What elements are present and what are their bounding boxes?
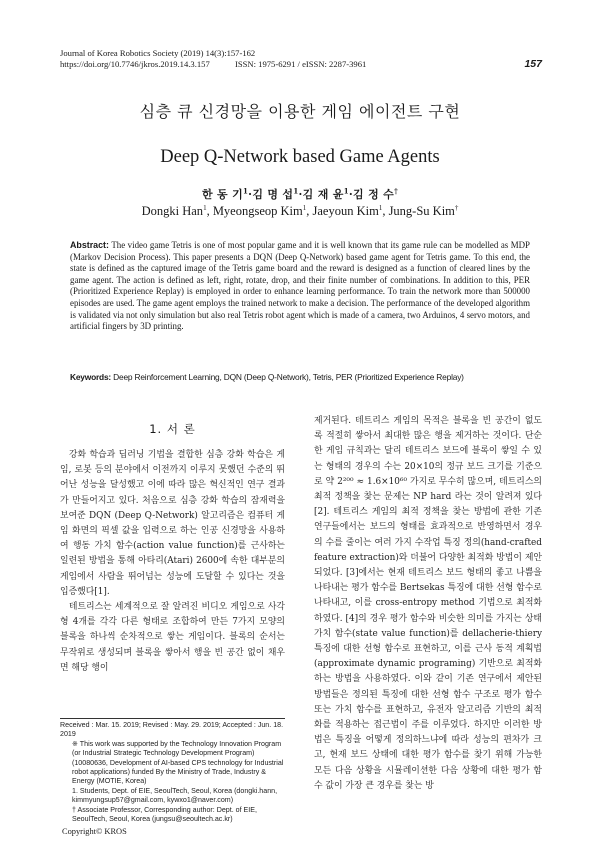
corresponding-author: † Associate Professor, Corresponding author: Dept. of EIE, SeoulTech, Seoul, Korea (jungsu@seoultech.ac.kr): [72, 805, 257, 824]
author-en: Dongki Han: [141, 204, 204, 218]
author-affiliation-mark: 1: [302, 203, 307, 212]
received-dates: Received : Mar. 15. 2019; Revised : May. 29. 2019; Accepted : Jun. 18. 2019: [60, 721, 284, 739]
copyright-notice: Copyright© KROS: [62, 827, 127, 836]
author-ko: 김 정 수: [353, 188, 395, 201]
author-ko: 한 동 기: [201, 188, 243, 201]
author-affiliation-mark: 1: [203, 203, 207, 212]
body-paragraph: 제거된다. 테트리스 게임의 목적은 블록을 빈 공간이 없도록 적절히 쌓아서 최대한 많은 행을 제거하는 것이다. 단순한 게임 규칙과는 달리 테트리스 보드에 블록이 쌓일 수 있는 형태의 경우의 수는 20×10의 정규 보드 크기를 기준으로 약 2²⁰⁰ ≈ 1.6×10⁶⁰ 가지로 무수히 많으며, 테트리스의 최적 정책을 찾는 문제는 NP hard 라는 것이 알려져 있다[2]. 테트리스 게임의 최적 정책을 찾는 방법에 관한 기존 연구들에서는 보드의 형태를 효과적으로 반영하면서 경우의 수를 줄이는 여러 가지 수작업 특징 정의(hand-crafted feature extraction)와 더불어 다양한 최적화 방법이 제안되었다. [3]에서는 현재 테트리스 보드 형태의 좋고 나쁨을 나타내는 평가 함수를 Bertsekas 특징에 대한 선형 함수로 나타내고, 이를 cross-entropy method 기법으로 최적화하였다. [4]의 경우 평가 함수와 비슷한 의미를 가지는 상태 가치 함수(state value function)를 dellacherie-thiery 특징에 대한 선형 함수로 표현하고, 이를 근사 동적 계획법(approximate dynamic programing) 기반으로 최적화하는 방법을 사용하였다. 이와 같이 기존 연구에서 제안된 방법들은 정의된 특징에 대한 선형 함수 구조로 평가 함수 또는 가치 함수를 표현하고, 유전자 알고리즘 기반의 최적화를 적용하는 접근법이 주를 이루었다. 하지만 이러한 방법은 특징을 어떻게 정의하느냐에 따라 성능의 편차가 크고, 현재 보드 상태에 대한 평가 함수를 찾기 위해 가능한 모든 다음 상황을 시뮬레이션한 다음 상황에 대한 평가 함수 값이 가장 큰 경우를 찾는 방: [314, 416, 542, 791]
keywords-text: Deep Reinforcement Learning, DQN (Deep Q-Network), Tetris, PER (Prioritized Experience Replay): [113, 372, 464, 382]
body-paragraph: 강화 학습과 딥러닝 기법을 결합한 심층 강화 학습은 게임, 로봇 등의 분야에서 이전까지 이루지 못했던 수준의 뛰어난 성능을 달성했고 이에 따라 많은 혁신적인 연구 결과가 만들어지고 있다. 처음으로 심층 강화 학습의 잠재력을 보여준 DQN (Deep Q-Network) 알고리즘은 컴퓨터 게임 화면의 픽셀 값을 입력으로 하는 인공 신경망을 사용하여 행동 가치 함수(action value function)를 근사하는 일련된 방법을 통해 아타리(Atari) 2600에 속한 대부분의 게임에서 사람을 뛰어넘는 성능에 도달할 수 있다는 것을 입증했다[1].: [60, 450, 285, 597]
author-affiliation-mark: 1: [343, 186, 349, 196]
abstract-text: The video game Tetris is one of most popular game and it is well known that its game rule can be modelled as MDP (Markov Decision Process). This paper presents a DQN (Deep Q-Network) based game agent for Tetris game. To this end, the state is defined as the captured image of the Tetris game board and the reward is designed as a function of cleared lines by the game agent. The action is defined as left, right, rotate, drop, and their finite number of combinations. In addition to this, PER (Prioritized Experience Replay) is employed in order to enhance learning performance. To train the network more than 500000 episodes are used. The game agent employs the trained network to make a decision. The performance of the developed algorithm is validated via not only simulation but also real Tetris robot agent which is made of a camera, two Arduinos, 4 servo motors, and artificial fingers by 3D printing.: [70, 240, 530, 332]
author-en: Myeongseop Kim: [212, 204, 303, 218]
author-affiliation-mark: †: [394, 186, 399, 196]
author-affiliation-mark: 1: [243, 186, 249, 196]
section-heading: 1. 서 론: [149, 422, 196, 436]
author-ko: 김 재 윤: [302, 188, 344, 201]
students-affiliation: 1. Students, Dept. of EIE, SeoulTech, Seoul, Korea (dongki.hann, kimmyungsup57@gmail.com, kywxo1@naver.com): [72, 786, 278, 805]
korean-title: 심층 큐 신경망을 이용한 게임 에이전트 구현: [139, 102, 461, 121]
abstract-label: Abstract:: [70, 240, 109, 250]
funding-note: ※ This work was supported by the Technology Innovation Program (or Industrial Strategic Technology Development Program) (10080636, Development of AI-based CPS technology for Industrial robot applications) funded By the Ministry of Trade, Industry & Energy (MOTIE, Korea): [72, 739, 284, 786]
english-authors: Dongki Han$^1$, Myeongseop Kim$^1$, Jaeyoun Kim$^1$, Jung-Su Kim†: [141, 203, 459, 218]
journal-citation: Journal of Korea Robotics Society (2019) 14(3):157-162: [60, 48, 256, 58]
abstract: [70, 240, 530, 333]
author-en: Jung-Su Kim: [388, 204, 455, 218]
body-paragraph: 테트리스는 세계적으로 잘 알려진 비디오 게임으로 사각형 4개를 각각 다른 형태로 조합하여 만든 7가지 모양의 블록을 하나씩 순차적으로 쌓는 게임이다. 블록의 순서는 무작위로 생성되며 블록을 쌓아서 행을 빈 공간 없이 채우면 해당 행이: [60, 602, 285, 673]
author-ko: 김 명 섭: [252, 188, 294, 201]
keywords: [70, 372, 540, 382]
korean-authors: 한 동 기$^1$·김 명 섭$^1$·김 재 윤$^1$·김 정 수†: [201, 186, 399, 201]
footnotes: [60, 721, 290, 824]
english-title: Deep Q-Network based Game Agents: [160, 147, 440, 167]
journal-header: [60, 48, 544, 70]
doi-link[interactable]: https://doi.org/10.7746/jkros.2019.14.3.157: [60, 59, 210, 69]
keywords-label: Keywords:: [70, 372, 112, 382]
left-column-body: [60, 448, 285, 676]
footnote-divider: [60, 718, 285, 719]
author-affiliation-mark: 1: [293, 186, 299, 196]
issn-info: ISSN: 1975-6291 / eISSN: 2287-3961: [235, 59, 367, 69]
author-affiliation-mark: 1: [378, 203, 383, 212]
author-en: Jaeyoun Kim: [312, 204, 379, 218]
right-column-body: [314, 414, 542, 794]
page-number: 157: [524, 58, 542, 70]
author-affiliation-mark: †: [454, 203, 459, 212]
